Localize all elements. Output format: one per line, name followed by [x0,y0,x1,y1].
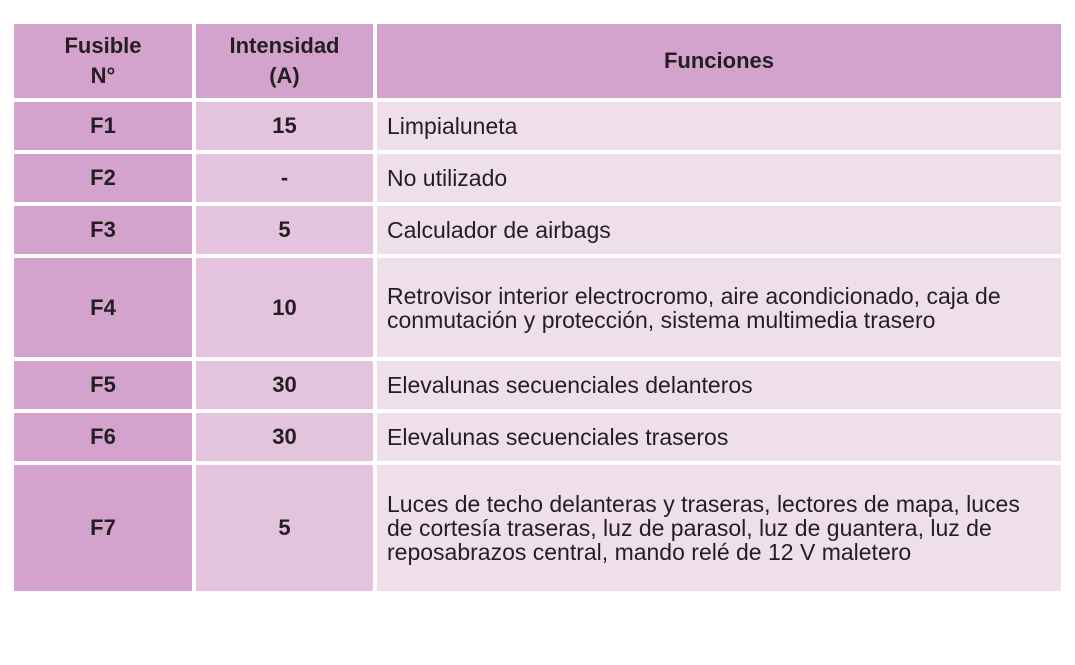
header-intensity-label: Intensidad [229,33,340,58]
function-cell-f7: Luces de techo delanteras y traseras, lectores de mapa, luces de cortesía traseras, luz de parasol, luz de guantera, luz de reposabrazos central, mando relé de 12 V maletero [377,465,1061,591]
fuse-cell-f6: F6 [14,413,192,461]
header-fuse-number [14,24,192,98]
fuse-cell-f5: F5 [14,361,192,409]
intensity-cell-f3: 5 [196,206,373,254]
header-functions [377,24,1061,98]
intensity-cell-f5: 30 [196,361,373,409]
function-cell-f5: Elevalunas secuenciales delanteros [377,361,1061,409]
header-intensity [196,24,373,98]
fuse-cell-f4: F4 [14,258,192,357]
header-fuse-number-label: N° [90,63,116,88]
fuse-cell-f2: F2 [14,154,192,202]
fuse-table [14,24,1061,591]
function-cell-f4: Retrovisor interior electrocromo, aire acondicionado, caja de conmutación y protección, sistema multimedia trasero [377,258,1061,357]
function-cell-f6: Elevalunas secuenciales traseros [377,413,1061,461]
fuse-cell-f1: F1 [14,102,192,150]
intensity-cell-f6: 30 [196,413,373,461]
fuse-cell-f3: F3 [14,206,192,254]
intensity-cell-f1: 15 [196,102,373,150]
fuse-cell-f7: F7 [14,465,192,591]
header-fuse-label: Fusible [64,33,142,58]
header-functions-label: Funciones [663,48,774,73]
header-intensity-unit: (A) [269,63,300,88]
function-cell-f2: No utilizado [377,154,1061,202]
intensity-cell-f2: - [196,154,373,202]
intensity-cell-f4: 10 [196,258,373,357]
function-cell-f3: Calculador de airbags [377,206,1061,254]
function-cell-f1: Limpialuneta [377,102,1061,150]
intensity-cell-f7: 5 [196,465,373,591]
